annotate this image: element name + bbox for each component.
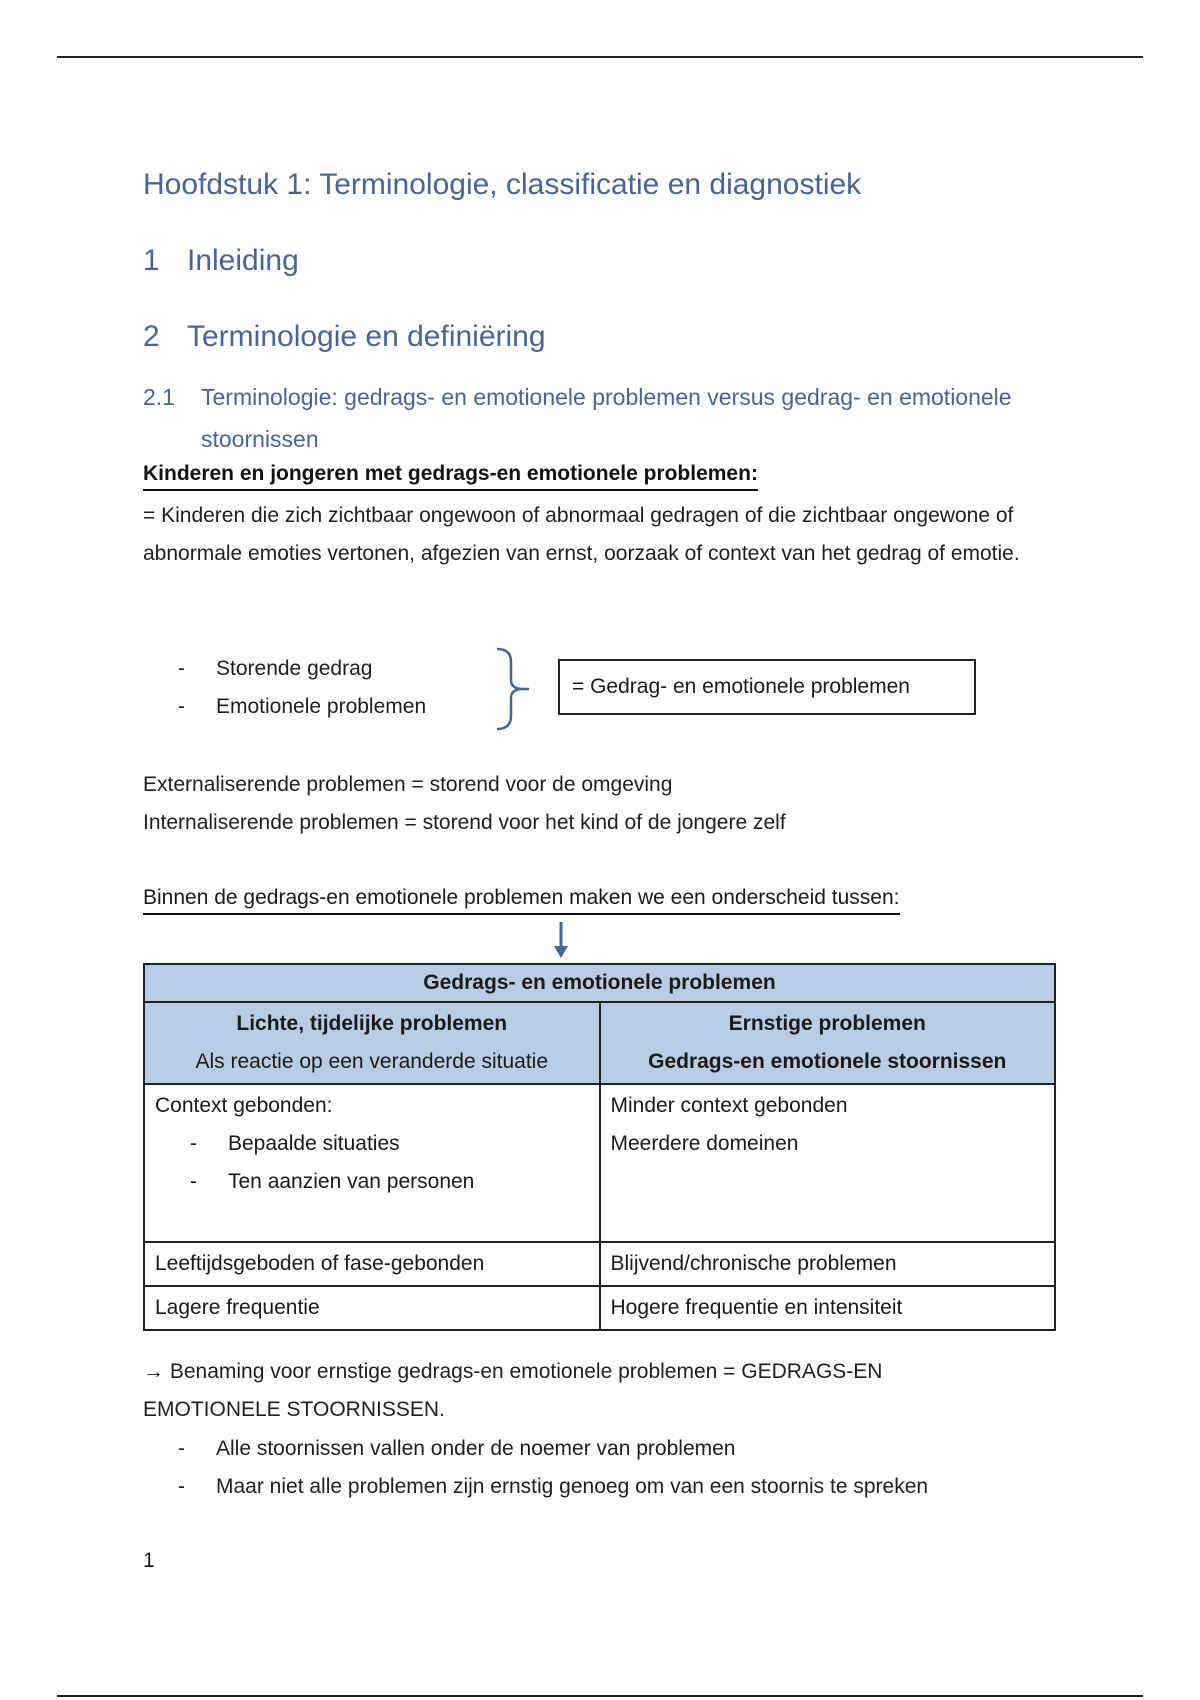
list-item-text: Bepaalde situaties (228, 1132, 400, 1155)
list-item-text: Ten aanzien van personen (228, 1170, 475, 1193)
section-number: 1 (143, 244, 160, 277)
footer-rule (57, 1695, 1143, 1697)
subsection-heading (143, 376, 1023, 460)
definition-text: = Kinderen die zich zichtbaar ongewoon of abnormaal gedragen of die zichtbaar ongewone of abnormale emoties vertonen, afgezien van ernst, oorzaak of context van het gedrag of emotie. (143, 504, 1020, 565)
chapter-title: Hoofdstuk 1: Terminologie, classificatie en diagnostiek (143, 168, 862, 201)
dash-bullet: - (190, 1132, 197, 1155)
conclusion-list (178, 1430, 928, 1506)
distinction-intro: Binnen de gedrags-en emotionele problemen maken we een onderscheid tussen: (143, 884, 900, 915)
header-bold-text: Gedrags-en emotionele stoornissen (648, 1050, 1007, 1073)
dash-bullet: - (178, 657, 185, 680)
list-item (178, 688, 426, 726)
list-item (178, 650, 426, 688)
table-cell: Blijvend/chronische problemen (600, 1242, 1056, 1286)
definition-heading: Kinderen en jongeren met gedrags-en emotionele problemen: (143, 460, 758, 491)
dash-bullet: - (178, 1437, 185, 1460)
table-cell: Hogere frequentie en intensiteit (600, 1286, 1056, 1330)
list-item-text: Maar niet alle problemen zijn ernstig genoeg om van een stoornis te spreken (216, 1475, 929, 1498)
table-cell (144, 1084, 600, 1242)
list-item (178, 1430, 928, 1468)
table-cell (600, 1084, 1056, 1242)
external-problems: Externaliserende problemen = storend voor de omgeving (143, 773, 673, 796)
dash-bullet: - (190, 1170, 197, 1193)
list-item-text: Emotionele problemen (216, 695, 427, 718)
section-heading-inleiding (143, 244, 299, 278)
header-bold-text: Ernstige problemen (728, 1012, 926, 1035)
dash-bullet: - (178, 695, 185, 718)
section-title: Terminologie en definiëring (187, 320, 546, 353)
table-title: Gedrags- en emotionele problemen (144, 964, 1055, 1002)
header-serious-problems (600, 1002, 1056, 1084)
right-brace-icon (495, 646, 535, 732)
header-bold-text: Lichte, tijdelijke problemen (236, 1012, 508, 1035)
dash-bullet: - (178, 1475, 185, 1498)
table-row (144, 1084, 1055, 1242)
grouping-list (178, 650, 426, 726)
list-item-text: Storende gedrag (216, 657, 373, 680)
list-item-text: Alle stoornissen vallen onder de noemer van problemen (216, 1437, 736, 1460)
list-item (190, 1163, 589, 1201)
problems-table (143, 963, 1056, 1331)
internal-problems: Internaliserende problemen = storend voor het kind of de jongere zelf (143, 811, 786, 834)
section-title: Inleiding (187, 244, 299, 277)
header-light-problems (144, 1002, 600, 1084)
result-box: = Gedrag- en emotionele problemen (558, 659, 976, 715)
list-item (178, 1468, 928, 1506)
cell-text: Meerdere domeinen (610, 1132, 799, 1155)
table-row (144, 1286, 1055, 1330)
cell-text: Minder context gebonden (610, 1094, 848, 1117)
table-cell: Lagere frequentie (144, 1286, 600, 1330)
problem-types (143, 766, 786, 842)
cell-text: Context gebonden: (155, 1094, 333, 1117)
subsection-number: 2.1 (143, 384, 175, 410)
header-rule (57, 56, 1143, 58)
table-cell: Leeftijdsgeboden of fase-gebonden (144, 1242, 600, 1286)
section-number: 2 (143, 320, 160, 353)
header-sub-text: Als reactie op een veranderde situatie (195, 1050, 549, 1073)
table-row (144, 1242, 1055, 1286)
subsection-title: Terminologie: gedrags- en emotionele problemen versus gedrag- en emotionele stoornissen (201, 384, 1012, 452)
arrow-down-icon (551, 920, 571, 960)
conclusion-text: → Benaming voor ernstige gedrags-en emotionele problemen = GEDRAGS-EN EMOTIONELE STOORNISSEN. (143, 1360, 883, 1421)
page-number: 1 (143, 1549, 155, 1572)
section-heading-terminologie (143, 320, 546, 354)
cell-list (155, 1125, 589, 1201)
list-item (190, 1125, 589, 1163)
